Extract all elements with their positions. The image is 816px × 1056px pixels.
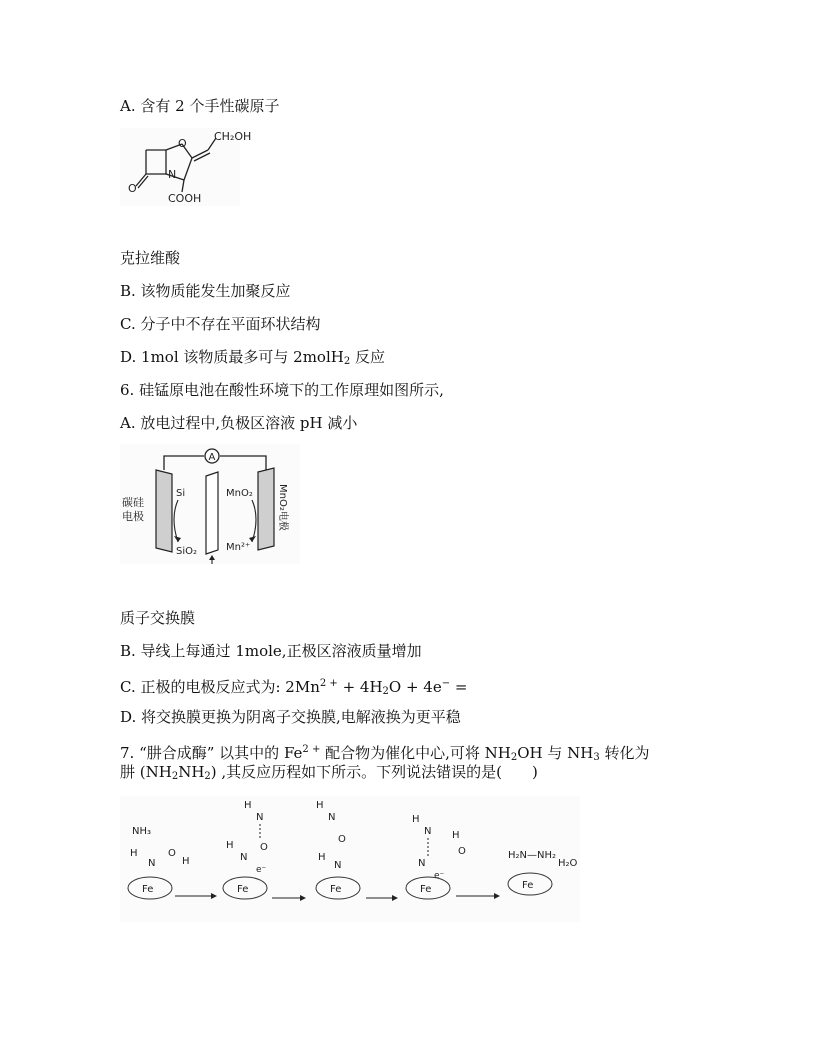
stage2-n: N — [240, 852, 248, 863]
nh3-reactant-label: NH₃ — [132, 826, 152, 837]
hydrazine-synthase-mechanism — [120, 796, 580, 922]
stage2-h: H — [244, 800, 252, 811]
stage4-n-top: N — [424, 826, 432, 837]
cooh-label: COOH — [168, 192, 202, 205]
sio2-label: SiO₂ — [176, 546, 198, 557]
stage3-h2: H — [318, 852, 326, 863]
mn2-label: Mn²⁺ — [226, 542, 251, 553]
stage2-n-top: N — [256, 812, 264, 823]
q6-option-a: A. 放电过程中,负极区溶液 pH 减小 — [120, 414, 358, 432]
ring-nitrogen-label: N — [168, 168, 177, 181]
ammeter-icon: A — [208, 452, 216, 463]
q5-option-d: D. 1mol 该物质最多可与 2molH$_2$ 反应 — [120, 348, 385, 367]
silicon-manganese-cell-diagram — [120, 444, 300, 564]
clavulanic-acid-structure — [120, 128, 252, 206]
ch2oh-label: CH₂OH — [214, 130, 252, 143]
stage1-n: N — [148, 858, 156, 869]
q6-option-b: B. 导线上每通过 1mole,正极区溶液质量增加 — [120, 642, 422, 660]
q5-option-c: C. 分子中不存在平面环状结构 — [120, 315, 321, 333]
stage4-o: O — [458, 846, 466, 857]
mno2-label: MnO₂ — [226, 488, 253, 499]
fe-center-5: Fe — [522, 880, 534, 891]
stage2-h2: H — [226, 840, 234, 851]
left-electrode-label-2: 电极 — [122, 510, 144, 523]
stage1-h2: H — [182, 856, 190, 867]
stage3-n: N — [334, 860, 342, 871]
stage4-h: H — [412, 814, 420, 825]
right-electrode-label: MnO₂电极 — [277, 484, 288, 531]
q6-option-c: C. 正极的电极反应式为: $2Mn^{2 +} + 4H_2O + 4e^-$ = — [120, 678, 468, 697]
stage2-electron: e⁻ — [256, 865, 267, 875]
ring-oxygen-label: O — [178, 137, 187, 150]
q7-stem-line2: 肼 $(NH_2NH_2)$ ,其反应历程如下所示。下列说法错误的是( ) — [120, 763, 538, 782]
fe-center-2: Fe — [237, 884, 249, 895]
fe-center-3: Fe — [330, 884, 342, 895]
q5-option-a: A. 含有 2 个手性碳原子 — [120, 97, 280, 115]
stage1-o: O — [168, 848, 176, 859]
q6-option-d: D. 将交换膜更换为阴离子交换膜,电解液换为更平稳 — [120, 708, 461, 726]
water-product-label: H₂O — [558, 858, 578, 869]
compound-name: 克拉维酸 — [120, 249, 181, 267]
hydrazine-product-label: H₂N—NH₂ — [508, 850, 557, 861]
q5-option-b: B. 该物质能发生加聚反应 — [120, 282, 291, 300]
q6-stem: 6. 硅锰原电池在酸性环境下的工作原理如图所示, — [120, 381, 444, 399]
fe-center-1: Fe — [142, 884, 154, 895]
membrane-label: 质子交换膜 — [120, 609, 196, 627]
stage2-o: O — [260, 842, 268, 853]
stage4-electron: e⁻ — [434, 871, 445, 881]
stage3-o: O — [338, 834, 346, 845]
si-label: Si — [176, 488, 186, 499]
left-electrode-label-1: 碳硅 — [122, 496, 144, 509]
stage3-h: H — [316, 800, 324, 811]
carbonyl-oxygen-label: O — [128, 182, 137, 195]
stage1-h: H — [130, 848, 138, 859]
stage3-n-top: N — [328, 812, 336, 823]
q7-stem-line1: 7. “肼合成酶” 以其中的 $Fe^{2 +}$ 配合物为催化中心,可将 $NH_2OH$ 与 $NH_3$ 转化为 — [120, 744, 650, 763]
stage4-h2: H — [452, 830, 460, 841]
fe-center-4: Fe — [420, 884, 432, 895]
stage4-n: N — [418, 858, 426, 869]
